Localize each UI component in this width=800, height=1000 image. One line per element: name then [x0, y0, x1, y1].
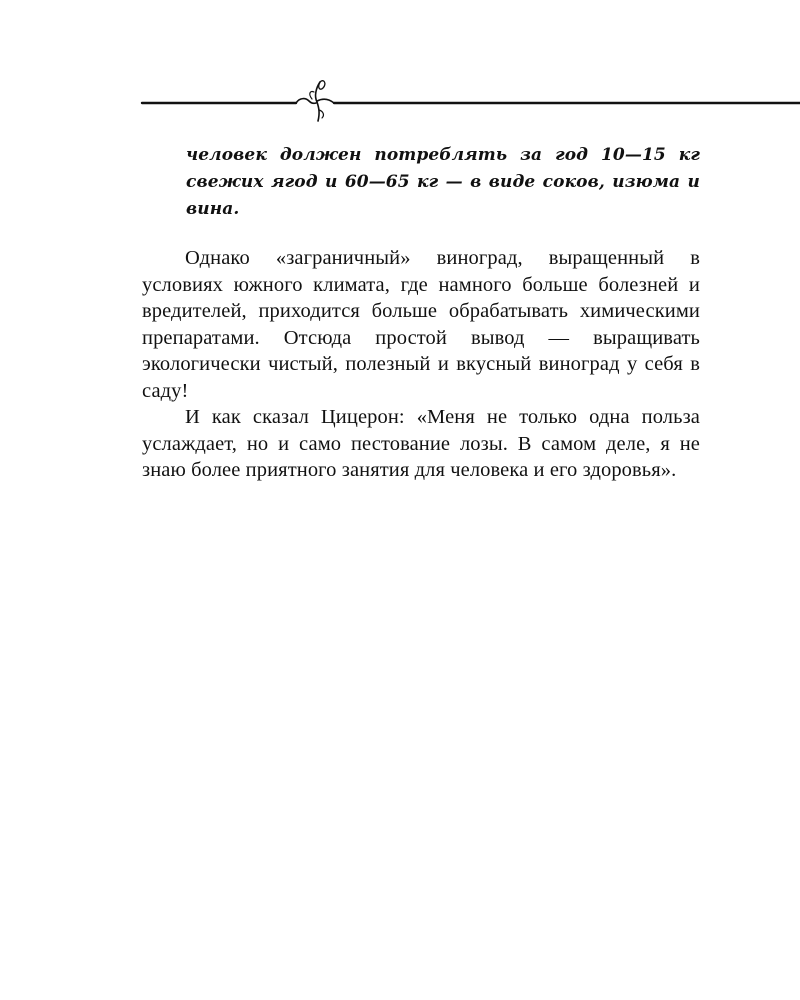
italic-quote-end: человек должен потреблять за год 10—15 кг свежих ягод и 60—65 кг — в виде соков, изюма и вина. — [186, 145, 700, 219]
page-text — [142, 142, 700, 484]
vine-ornament-icon — [0, 0, 800, 130]
paragraph-foreign-grapes: Однако «заграничный» виноград, выращенный в условиях южного климата, где намного больше болезней и вредителей, приходится больше обрабатывать химическими препаратами. Отсюда простой вывод — выращивать экологически чистый, полезный и вкусный виноград у себя в саду! — [142, 247, 700, 402]
paragraph-cicero-quote: И как сказал Цицерон: «Меня не только одна польза услаждает, но и само пестование лозы. В самом деле, я не знаю более приятного занятия для человека и его здоровья». — [142, 406, 700, 481]
